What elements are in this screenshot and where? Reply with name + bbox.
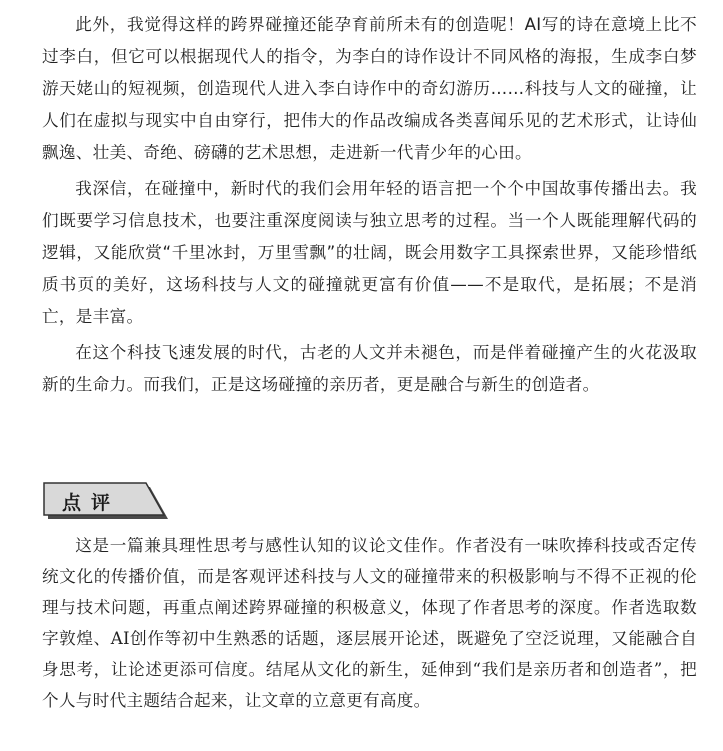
essay-section xyxy=(42,9,697,401)
essay-paragraph-1: 此外，我觉得这样的跨界碰撞还能孕育前所未有的创造呢！AI写的诗在意境上比不过李白，但它可以根据现代人的指令，为李白的诗作设计不同风格的海报，生成李白梦游天姥山的短视频，创造现代人进入李白诗作中的奇幻游历……科技与人文的碰撞，让人们在虚拟与现实中自由穿行，把伟大的作品改编成各类喜闻乐见的艺术形式，让诗仙飘逸、壮美、奇绝、磅礴的艺术思想，走进新一代青少年的心田。 xyxy=(42,15,697,162)
essay-paragraph-2: 我深信，在碰撞中，新时代的我们会用年轻的语言把一个个中国故事传播出去。我们既要学习信息技术，也要注重深度阅读与独立思考的过程。当一个人既能理解代码的逻辑，又能欣赏“千里冰封，万里雪飘”的壮阔，既会用数字工具探索世界，又能珍惜纸质书页的美好，这场科技与人文的碰撞就更富有价值——不是取代，是拓展；不是消亡，是丰富。 xyxy=(42,179,697,326)
comment-section xyxy=(42,530,697,716)
comment-paragraph: 这是一篇兼具理性思考与感性认知的议论文佳作。作者没有一味吹捧科技或否定传统文化的传播价值，而是客观评述科技与人文的碰撞带来的积极影响与不得不正视的伦理与技术问题，再重点阐述跨界碰撞的积极意义，体现了作者思考的深度。作者选取数字敦煌、AI创作等初中生熟悉的话题，逐层展开论述，既避免了空泛说理，又能融合自身思考，让论述更添可信度。结尾从文化的新生，延伸到“我们是亲历者和创造者”，把个人与时代主题结合起来，让文章的立意更有高度。 xyxy=(42,536,697,710)
essay-paragraph-3: 在这个科技飞速发展的时代，古老的人文并未褪色，而是伴着碰撞产生的火花汲取新的生命力。而我们，正是这场碰撞的亲历者，更是融合与新生的创造者。 xyxy=(42,343,697,394)
comment-title: 点评 xyxy=(62,492,121,514)
comment-header xyxy=(42,481,170,521)
